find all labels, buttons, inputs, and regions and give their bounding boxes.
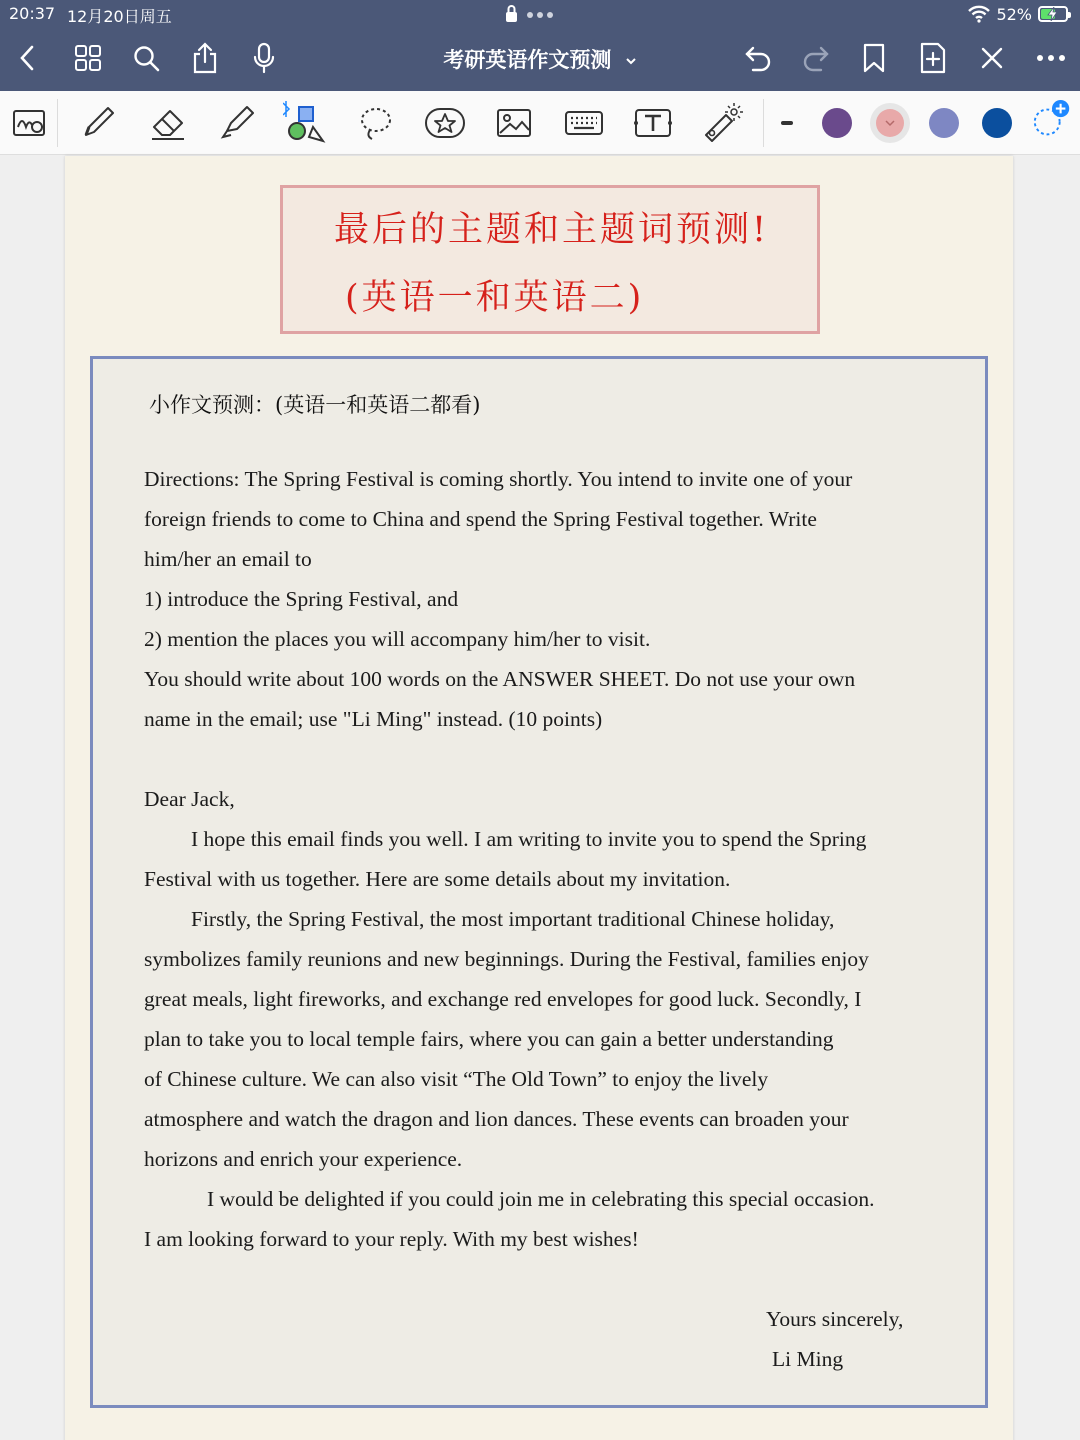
document-title-text: 考研英语作文预测 bbox=[443, 48, 612, 72]
sticker-tool[interactable] bbox=[423, 101, 467, 145]
essay-line: atmosphere and watch the dragon and lion dances. These events can broaden your bbox=[144, 1107, 849, 1131]
shapes-icon bbox=[283, 101, 327, 145]
close-tools-button[interactable] bbox=[974, 40, 1010, 76]
title-line-2: (英语一和英语二) bbox=[345, 278, 645, 318]
lasso-icon bbox=[356, 103, 396, 143]
nav-bar bbox=[0, 28, 1080, 91]
essay-line: name in the email; use "Li Ming" instead. (10 points) bbox=[144, 707, 603, 731]
pen-icon bbox=[78, 103, 118, 143]
search-button[interactable] bbox=[128, 40, 164, 76]
eraser-icon bbox=[148, 103, 188, 143]
color-swatch-periwinkle[interactable] bbox=[929, 108, 959, 138]
essay-line: horizons and enrich your experience. bbox=[144, 1147, 463, 1171]
signature-name: Li Ming bbox=[772, 1347, 844, 1371]
essay-line: I am looking forward to your reply. With my best wishes! bbox=[144, 1227, 639, 1251]
pen-tool[interactable] bbox=[76, 101, 120, 145]
lock-icon bbox=[505, 2, 565, 26]
status-bar bbox=[0, 0, 1080, 28]
redo-button[interactable] bbox=[798, 40, 834, 76]
chevron-down-icon bbox=[625, 56, 637, 66]
back-button[interactable] bbox=[10, 40, 46, 76]
add-color-button[interactable] bbox=[1030, 99, 1074, 143]
grid-icon bbox=[74, 44, 102, 72]
essay-line: foreign friends to come to China and spend the Spring Festival together. Write bbox=[144, 507, 817, 531]
bookmark-button[interactable] bbox=[856, 40, 892, 76]
zoom-window-tool[interactable] bbox=[8, 101, 52, 145]
more-icon bbox=[1036, 54, 1066, 62]
essay-line: Festival with us together. Here are some details about my invitation. bbox=[144, 867, 731, 891]
essay-line: Directions: The Spring Festival is coming shortly. You intend to invite one of your bbox=[144, 467, 853, 491]
text-tool[interactable] bbox=[631, 101, 675, 145]
keyboard-icon bbox=[564, 109, 604, 137]
undo-button[interactable] bbox=[740, 40, 776, 76]
pen-close-icon bbox=[979, 45, 1005, 71]
undo-icon bbox=[743, 44, 773, 72]
battery-percent: 52% bbox=[996, 4, 1032, 24]
share-icon bbox=[191, 42, 219, 74]
bookmark-icon bbox=[862, 43, 886, 73]
essay-line: 2) mention the places you will accompany him/her to visit. bbox=[144, 627, 651, 651]
more-button[interactable] bbox=[1033, 40, 1069, 76]
image-tool[interactable] bbox=[492, 101, 536, 145]
tool-bar bbox=[0, 91, 1080, 155]
text-box-icon bbox=[633, 107, 673, 139]
share-button[interactable] bbox=[187, 40, 223, 76]
add-page-button[interactable] bbox=[915, 40, 951, 76]
chevron-left-icon bbox=[16, 44, 40, 72]
essay-line: You should write about 100 words on the ANSWER SHEET. Do not use your own bbox=[144, 667, 856, 691]
battery-icon bbox=[1038, 6, 1068, 22]
essay-line: of Chinese culture. We can also visit “The Old Town” to enjoy the lively bbox=[144, 1067, 769, 1091]
essay-line: Firstly, the Spring Festival, the most important traditional Chinese holiday, bbox=[191, 907, 835, 931]
microphone-icon bbox=[252, 42, 276, 74]
essay-line: him/her an email to bbox=[144, 547, 312, 571]
section-heading: 小作文预测：(英语一和英语二都看) bbox=[149, 393, 481, 417]
top-bar bbox=[0, 0, 1080, 91]
stroke-size-option[interactable] bbox=[765, 101, 809, 145]
essay-line: I hope this email finds you well. I am writing to invite you to spend the Spring bbox=[191, 827, 867, 851]
laser-pointer-tool[interactable] bbox=[700, 101, 744, 145]
highlighter-icon bbox=[217, 103, 257, 143]
shape-tool[interactable] bbox=[283, 101, 327, 145]
color-swatch-purple[interactable] bbox=[822, 108, 852, 138]
zoom-window-icon bbox=[12, 107, 48, 139]
keyboard-tool[interactable] bbox=[562, 101, 606, 145]
eraser-tool[interactable] bbox=[146, 101, 190, 145]
star-sticker-icon bbox=[423, 105, 467, 141]
stroke-size-icon bbox=[777, 118, 797, 128]
thumbnails-button[interactable] bbox=[70, 40, 106, 76]
charging-bolt-icon bbox=[1046, 7, 1060, 21]
image-icon bbox=[496, 107, 532, 139]
essay-line: symbolizes family reunions and new beginnings. During the Festival, families enjoy bbox=[144, 947, 869, 971]
essay-line: I would be delighted if you could join me in celebrating this special occasion. bbox=[207, 1187, 875, 1211]
add-page-icon bbox=[919, 42, 947, 74]
document-title[interactable] bbox=[420, 44, 660, 74]
closing-line: Yours sincerely, bbox=[766, 1307, 904, 1331]
add-color-icon bbox=[1030, 98, 1074, 144]
search-icon bbox=[132, 44, 160, 72]
wifi-icon bbox=[968, 5, 990, 23]
record-audio-button[interactable] bbox=[246, 40, 282, 76]
chevron-down-icon bbox=[885, 119, 895, 127]
note-page[interactable] bbox=[65, 156, 1013, 1440]
laser-pointer-icon bbox=[700, 101, 744, 145]
status-time: 20:37 bbox=[9, 4, 56, 23]
essay-line: 1) introduce the Spring Festival, and bbox=[144, 587, 459, 611]
lasso-tool[interactable] bbox=[354, 101, 398, 145]
highlighter-tool[interactable] bbox=[215, 101, 259, 145]
title-box bbox=[280, 185, 820, 334]
essay-line: great meals, light fireworks, and exchange red envelopes for good luck. Secondly, I bbox=[144, 987, 862, 1011]
redo-icon bbox=[801, 44, 831, 72]
essay-line: Dear Jack, bbox=[144, 787, 235, 811]
essay-line: plan to take you to local temple fairs, where you can gain a better understanding bbox=[144, 1027, 834, 1051]
color-swatch-pink-selected[interactable] bbox=[870, 103, 910, 143]
status-date: 12月20日周五 bbox=[67, 7, 172, 26]
title-line-1: 最后的主题和主题词预测! bbox=[334, 210, 770, 250]
essay-box bbox=[90, 356, 988, 1408]
status-right bbox=[968, 3, 1068, 25]
color-swatch-navy[interactable] bbox=[982, 108, 1012, 138]
multitask-indicator[interactable] bbox=[505, 2, 565, 26]
